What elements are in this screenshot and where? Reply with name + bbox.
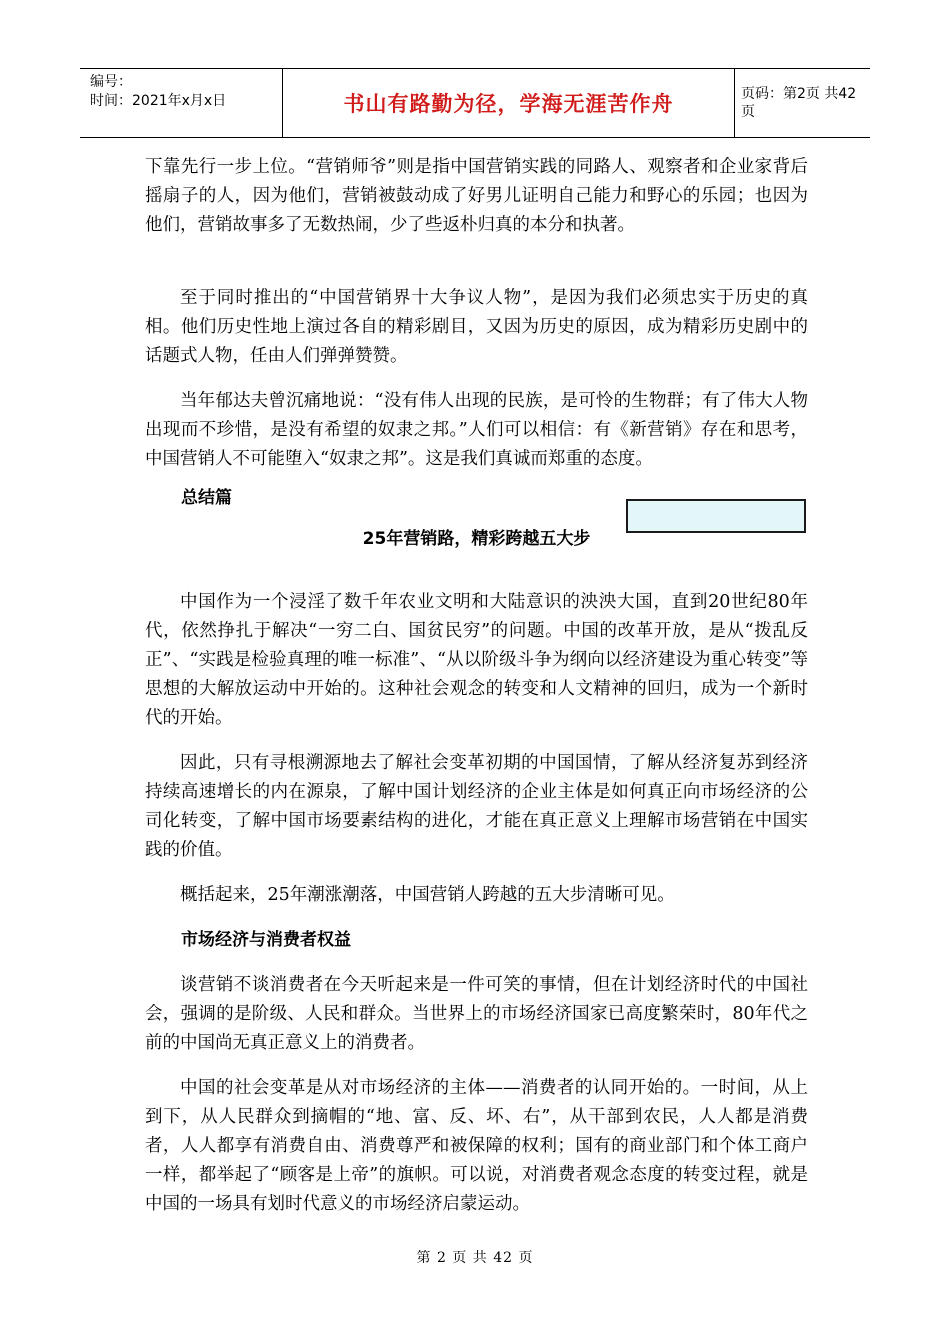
- page-info: 页码：第2页 共42页: [741, 86, 857, 120]
- section-title: 25年营销路，精彩跨越五大步: [362, 529, 591, 549]
- paragraph-2: 至于同时推出的“中国营销界十大争议人物”，是因为我们必须忠实于历史的真相。他们历史性地上演过各自的精彩剧目，又因为历史的原因，成为精彩历史剧中的话题式人物，任由人们弹弹赞赞。: [145, 288, 808, 366]
- page-header: [80, 68, 870, 138]
- paragraph-1: 下靠先行一步上位。“营销师爷”则是指中国营销实践的同路人、观察者和企业家背后摇扇子的人，因为他们，营销被鼓动成了好男儿证明自己能力和野心的乐园；也因为他们，营销故事多了无数热闹，少了些返朴归真的本分和执著。: [145, 157, 808, 235]
- paragraph-5: 因此，只有寻根溯源地去了解社会变革初期的中国国情，了解从经济复苏到经济持续高速增长的内在源泉，了解中国计划经济的企业主体是如何真正向市场经济的公司化转变，了解中国市场要素结构的进化，才能在真正意义上理解市场营销在中国实践的价值。: [145, 753, 808, 860]
- document-body: [145, 153, 808, 1219]
- paragraph-4: 中国作为一个浸淫了数千年农业文明和大陆意识的泱泱大国，直到20世纪80年代，依然挣扎于解决“一穷二白、国贫民穷”的问题。中国的改革开放，是从“拨乱反正”、“实践是检验真理的唯一标准”、“从以阶级斗争为纲向以经济建设为重心转变”等思想的大解放运动中开始的。这种社会观念的转变和人文精神的回归，成为一个新时代的开始。: [145, 592, 808, 728]
- paragraph-8: 中国的社会变革是从对市场经济的主体——消费者的认同开始的。一时间，从上到下，从人民群众到摘帽的“地、富、反、坏、右”，从干部到农民，人人都是消费者，人人都享有消费自由、消费尊严和被保障的权利；国有的商业部门和个体工商户一样，都举起了“顾客是上帝”的旗帜。可以说，对消费者观念态度的转变过程，就是中国的一场具有划时代意义的市场经济启蒙运动。: [145, 1078, 808, 1214]
- header-motto-cell: [283, 69, 735, 137]
- highlight-box: [626, 499, 806, 533]
- market-heading: 市场经济与消费者权益: [181, 930, 351, 950]
- header-page-info-cell: [735, 69, 870, 137]
- paragraph-6: 概括起来，25年潮涨潮落，中国营销人跨越的五大步清晰可见。: [180, 885, 675, 905]
- date-line: 时间：2021年x月x日: [90, 93, 227, 109]
- paragraph-3: 当年郁达夫曾沉痛地说：“没有伟人出现的民族，是可怜的生物群；有了伟大人物出现而不珍惜，是没有希望的奴隶之邦。”人们可以相信：有《新营销》存在和思考，中国营销人不可能堕入“奴隶之邦”。这是我们真诚而郑重的态度。: [145, 391, 808, 469]
- header-meta: [80, 69, 283, 137]
- page-footer: 第 2 页 共 42 页: [416, 1250, 534, 1266]
- code-label: 编号：: [90, 74, 132, 90]
- paragraph-7: 谈营销不谈消费者在今天听起来是一件可笑的事情，但在计划经济时代的中国社会，强调的是阶级、人民和群众。当世界上的市场经济国家已高度繁荣时，80年代之前的中国尚无真正意义上的消费者。: [145, 975, 808, 1053]
- summary-heading: 总结篇: [181, 488, 232, 508]
- motto-text: 书山有路勤为径，学海无涯苦作舟: [343, 92, 674, 116]
